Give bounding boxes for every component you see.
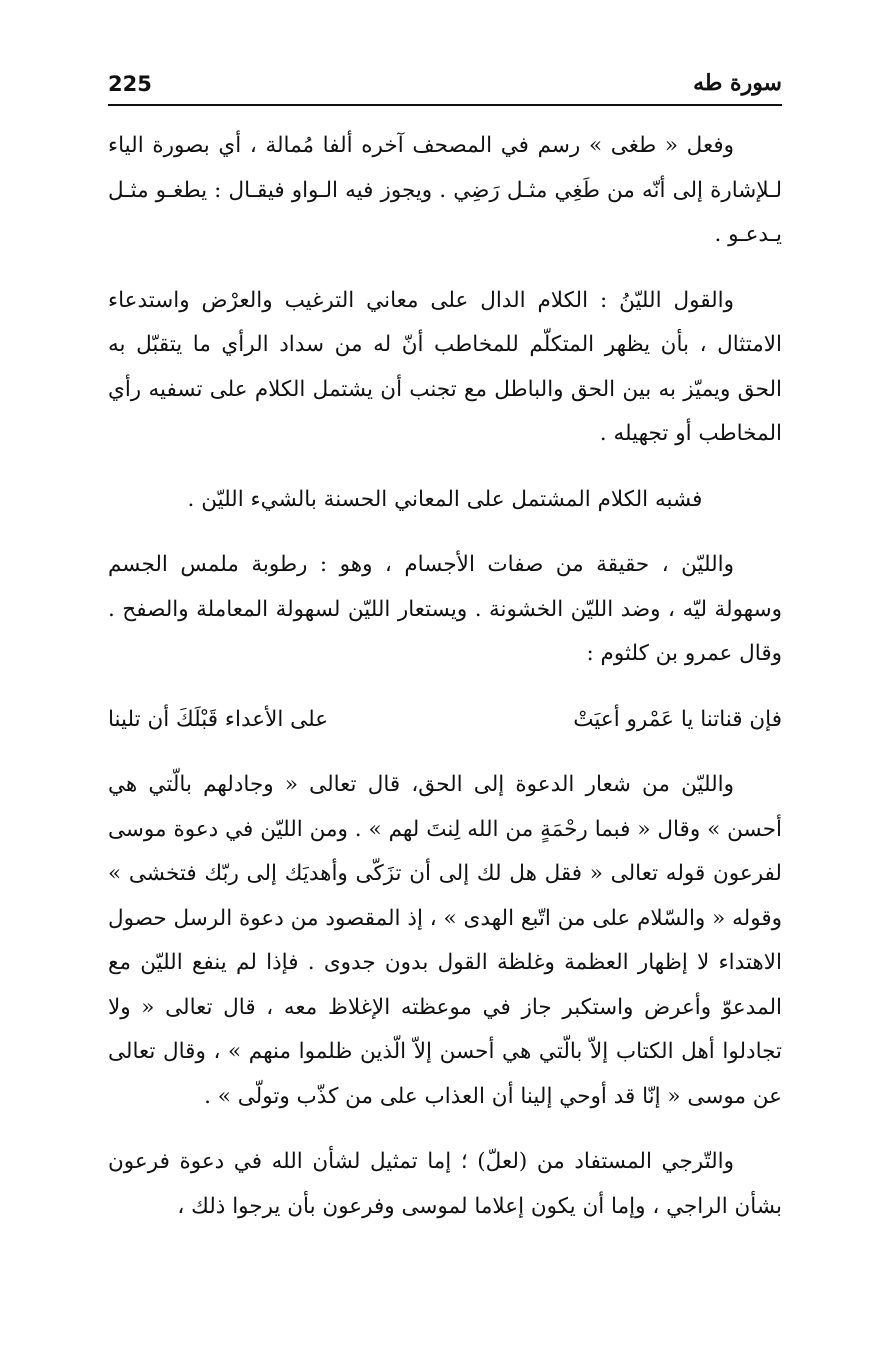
header-divider — [108, 104, 782, 106]
paragraph-simile — [108, 478, 782, 523]
page-number: 225 — [108, 72, 152, 96]
paragraph-dawah-softness — [108, 763, 782, 1119]
paragraph-text: والليّن من شعار الدعوة إلى الحق، قال تعالى « وجادلهم بالّتي هي أحسن » وقال « فبما رحْمَةٍ من الله لِنتَ لهم » . ومن الليّن في دعوة موسى لفرعون قوله تعالى « فقل هل لك إلى أن تزَكّى وأهديَك إلى ربّك فتخشى » وقوله « والسّلام على من اتّبع الهدى » ، إذ المقصود من دعوة الرسل حصول الاهتداء لا إظهار العظمة وغلظة القول بدون جدوى . فإذا لم ينفع الليّن مع المدعوّ وأعرض واستكبر جاز في موعظته الإغلاظ معه ، قال تعالى « ولا تجادلوا أهل الكتاب إلاّ بالّتي هي أحسن إلاّ الّذين ظلموا منهم » ، وقال تعالى عن موسى « إنّا قد أوحي إلينا أن العذاب على من كذّب وتولّى » . — [108, 772, 782, 1109]
verse-second-hemistich: على الأعداء قَبْلَكَ أن تلينا — [108, 706, 329, 732]
page-body — [108, 124, 782, 1250]
paragraph-text: والتّرجي المستفاد من (لعلّ) ؛ إما تمثيل لشأن الله في دعوة فرعون بشأن الراجي ، وإما أن يكون إعلاما لموسى وفرعون بأن يرجوا ذلك ، — [108, 1149, 782, 1219]
paragraph-text: والليّن ، حقيقة من صفات الأجسام ، وهو : رطوبة ملمس الجسم وسهولة ليّه ، وضد الليّن الخشونة . ويستعار الليّن لسهولة المعاملة والصفح . وقال عمرو بن كلثوم : — [108, 552, 782, 666]
paragraph-gentle-speech — [108, 279, 782, 457]
paragraph-text: وفعل « طغى » رسم في المصحف آخره ألفا مُمالة ، أي بصورة الياء لـلإشارة إلى أنّه من طَغِي مثـل رَضِي . ويجوز فيه الـواو فيقـال : يطغـو مثـل يـدعـو . — [108, 133, 782, 247]
poetry-verse — [108, 698, 782, 743]
paragraph-softness-meaning — [108, 543, 782, 677]
paragraph-text: فشبه الكلام المشتمل على المعاني الحسنة بالشيء الليّن . — [187, 486, 703, 512]
verse-first-hemistich: فإن قناتنا يا عَمْرو أعيَتْ — [573, 706, 782, 732]
paragraph-text: والقول الليّنُ : الكلام الدال على معاني الترغيب والعرْض واستدعاء الامتثال ، بأن يظهر المتكلّم للمخاطب أنّ له من سداد الرأي ما يتقبّل به الحق ويميّز به بين الحق والباطل مع تجنب أن يشتمل الكلام على تسفيه رأي المخاطب أو تجهيله . — [108, 287, 782, 446]
paragraph-tagha-spelling — [108, 124, 782, 258]
page-header — [108, 70, 782, 102]
surah-title: سورة طه — [693, 70, 782, 96]
paragraph-hope-meaning — [108, 1140, 782, 1229]
